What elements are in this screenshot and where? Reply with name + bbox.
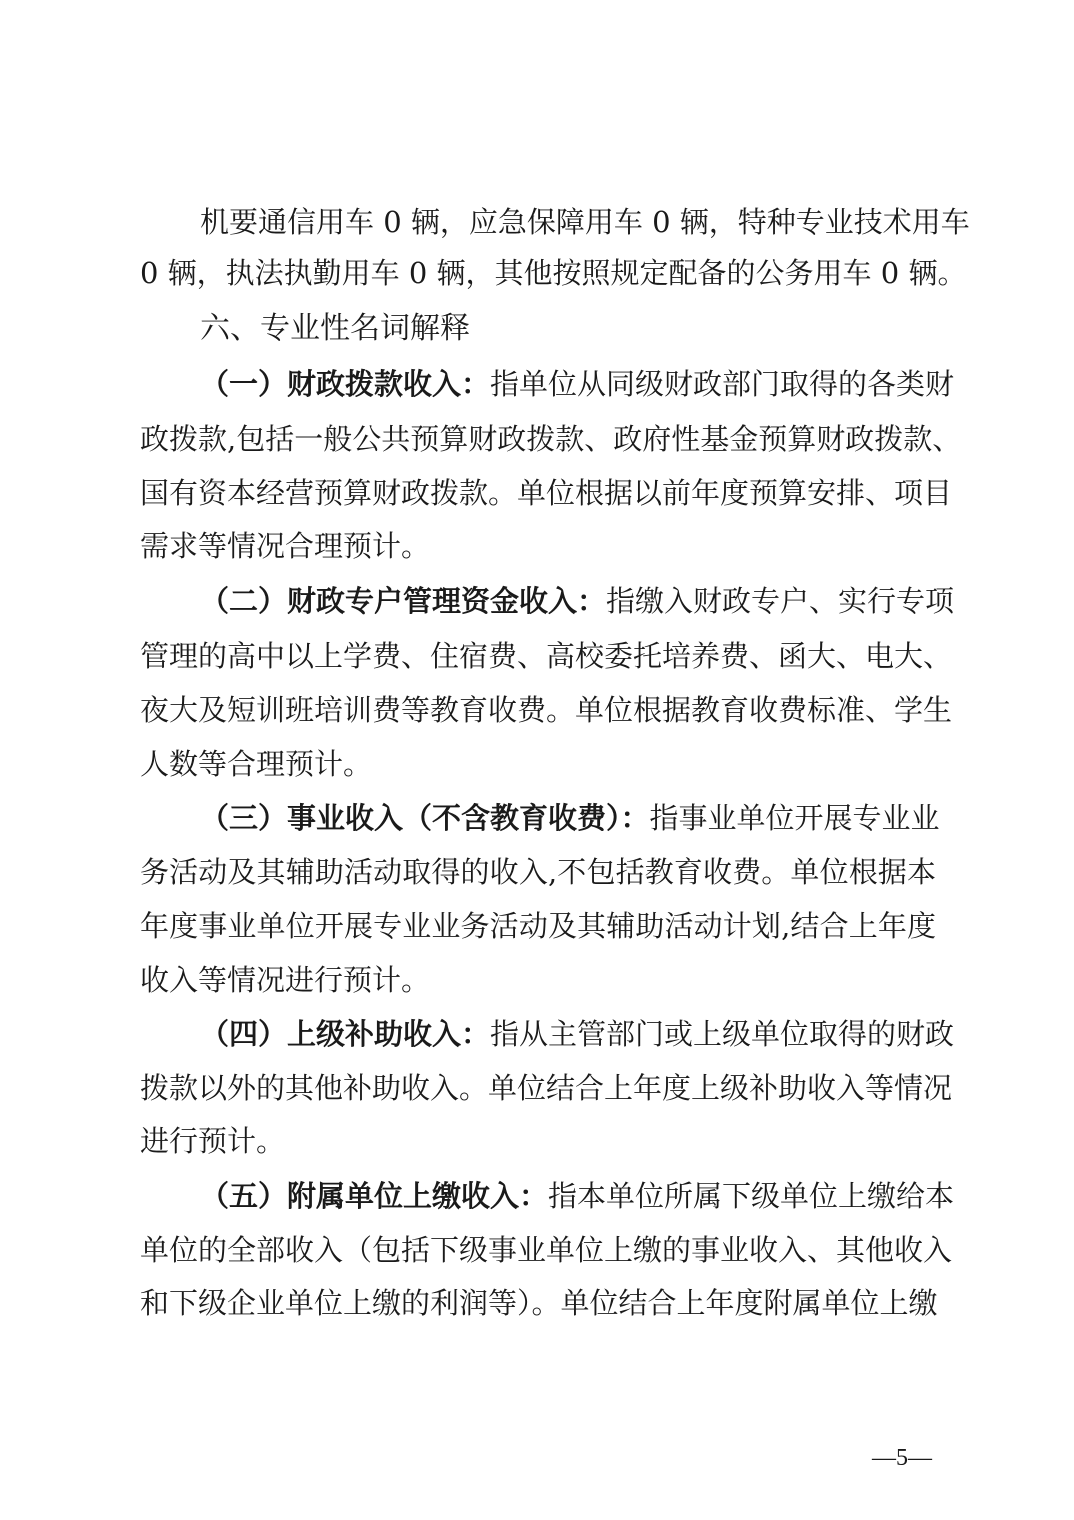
body-text-line: 和下级企业单位上缴的利润等）。单位结合上年度附属单位上缴 [140, 1286, 938, 1320]
body-text-line: 拨款以外的其他补助收入。单位结合上年度上级补助收入等情况 [140, 1071, 953, 1105]
definition-text: 指单位从同级财政部门取得的各类财 [490, 367, 955, 401]
definition-line [200, 581, 955, 621]
definition-line [200, 1014, 955, 1054]
body-text-line: 夜大及短训班培训费等教育收费。单位根据教育收费标准、学生 [140, 693, 953, 727]
definition-line [200, 798, 940, 838]
term-label: （四）上级补助收入： [200, 1017, 491, 1051]
definition-line [200, 1176, 955, 1216]
body-text-line: 0 辆，执法执勤用车 0 辆，其他按照规定配备的公务用车 0 辆。 [140, 256, 967, 290]
page-number: —5— [872, 1445, 932, 1471]
body-text-line: 政拨款,包括一般公共预算财政拨款、政府性基金预算财政拨款、 [140, 422, 962, 456]
definition-text: 指事业单位开展专业业 [649, 801, 940, 835]
body-text-line: 国有资本经营预算财政拨款。单位根据以前年度预算安排、项目 [140, 476, 953, 510]
definition-text: 指缴入财政专户、实行专项 [606, 584, 955, 618]
body-text-line: 务活动及其辅助活动取得的收入,不包括教育收费。单位根据本 [140, 855, 936, 889]
term-label: （五）附属单位上缴收入： [200, 1179, 549, 1213]
term-label: （一）财政拨款收入： [200, 367, 491, 401]
definition-text: 指从主管部门或上级单位取得的财政 [490, 1017, 955, 1051]
definition-line [200, 364, 955, 404]
body-text-line: 机要通信用车 0 辆，应急保障用车 0 辆，特种专业技术用车 [200, 205, 970, 239]
section-heading: 六、专业性名词解释 [200, 311, 470, 346]
term-label: （二）财政专户管理资金收入： [200, 584, 607, 618]
body-text-line: 人数等合理预计。 [140, 747, 373, 781]
body-text-line: 需求等情况合理预计。 [140, 529, 431, 563]
term-label: （三）事业收入（不含教育收费）： [200, 801, 650, 835]
body-text-line: 管理的高中以上学费、住宿费、高校委托培养费、函大、电大、 [140, 639, 953, 673]
body-text-line: 年度事业单位开展专业业务活动及其辅助活动计划,结合上年度 [140, 909, 936, 943]
definition-text: 指本单位所属下级单位上缴给本 [548, 1179, 955, 1213]
body-text-line: 单位的全部收入（包括下级事业单位上缴的事业收入、其他收入 [140, 1233, 953, 1267]
body-text-line: 进行预计。 [140, 1124, 286, 1158]
body-text-line: 收入等情况进行预计。 [140, 963, 431, 997]
